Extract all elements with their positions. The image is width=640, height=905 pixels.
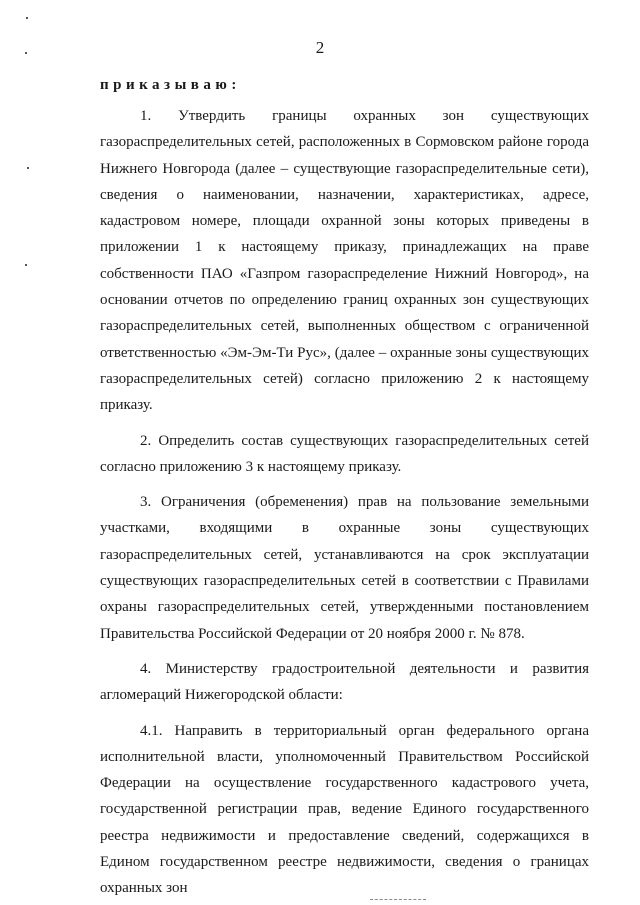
scan-mark xyxy=(27,167,29,169)
order-heading: приказываю: xyxy=(100,77,241,93)
paragraph-3: 3. Ограничения (обременения) прав на пользование земельными участками, входящими в охранные зоны существующих газораспределительных сетей, устанавливаются на срок эксплуатации существующих газораспределительных сетей в соответствии с Правилами охраны газораспределительных сетей, утвержденными постановлением Правительства Российской Федерации от 20 ноября 2000 г. № 878. xyxy=(100,494,589,642)
paragraph-4-1: 4.1. Направить в территориальный орган федерального органа исполнительной власти, уполномоченный Правительством Российской Федерации на осуществление государственного кадастрового учета, государственной регистрации прав, ведение Единого государственного реестра недвижимости и предоставление сведений, содержащихся в Едином государственном реестре недвижимости, сведения о границах охранных зон xyxy=(100,722,589,897)
page-number: 2 xyxy=(315,38,325,57)
document-body xyxy=(100,103,589,902)
scan-mark xyxy=(25,264,27,266)
paragraph-4: 4. Министерству градостроительной деятельности и развития агломераций Нижегородской области: xyxy=(100,660,589,704)
footer-scan-mark xyxy=(370,899,426,901)
scan-mark xyxy=(26,17,28,19)
paragraph-2: 2. Определить состав существующих газораспределительных сетей согласно приложению 3 к настоящему приказу. xyxy=(100,432,589,475)
paragraph-1: 1. Утвердить границы охранных зон существующих газораспределительных сетей, расположенных в Сормовском районе города Нижнего Новгорода (далее – существующие газораспределительные сети), сведения о наименовании, назначении, характеристиках, адресе, кадастровом номере, площади охранной зоны которых приведены в приложении 1 к настоящему приказу, принадлежащих на праве собственности ПАО «Газпром газораспределение Нижний Новгород», на основании отчетов по определению границ охранных зон существующих газораспределительных сетей, выполненных обществом с ограниченной ответственностью «Эм-Эм-Ти Рус», (далее – охранные зоны существующих газораспределительных сетей) согласно приложению 2 к настоящему приказу. xyxy=(100,108,589,414)
